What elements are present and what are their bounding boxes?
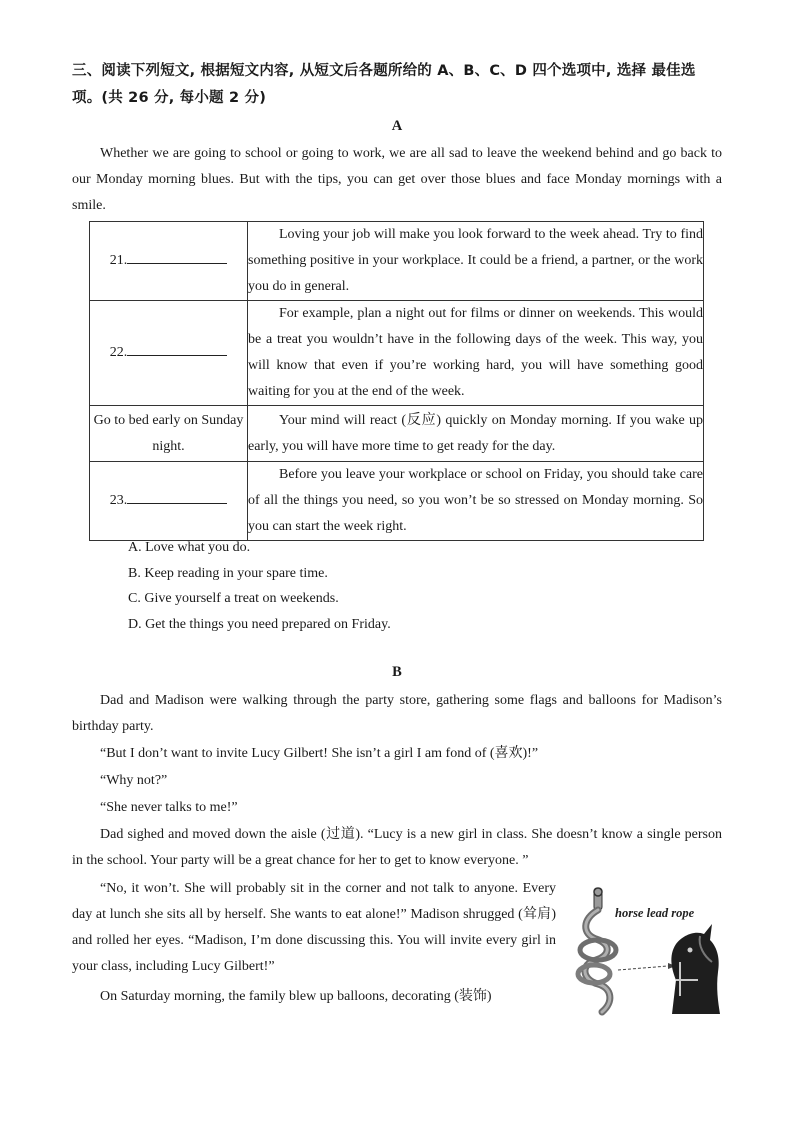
answer-blank[interactable] <box>127 341 227 356</box>
passage-b-para-4: “She never talks to me!” <box>100 800 238 815</box>
horse-lead-rope-illustration <box>572 884 722 1024</box>
passage-b-para-6: “No, it won’t. She will probably sit in the corner and not talk to anyone. Every day at lunch she sits all by herself. She wants to eat alone!” Madison shrugged (耸肩) and rolled her eyes. “Madison, I’m done discussing this. You will invite every girl in your class, including Lucy Gilbert!” <box>72 881 556 974</box>
table-row <box>90 462 704 541</box>
answer-blank[interactable] <box>127 489 227 504</box>
passage-b-title: B <box>392 664 402 680</box>
passage-b-para-2: “But I don’t want to invite Lucy Gilbert! She isn’t a girl I am fond of (喜欢)!” <box>100 746 539 761</box>
section-heading: 三、阅读下列短文, 根据短文内容, 从短文后各题所给的 A、B、C、D 四个选项中, 选择 最佳选项。(共 26 分, 每小题 2 分) <box>72 63 696 106</box>
passage-a-intro: Whether we are going to school or going to work, we are all sad to leave the weekend behind and go back to our Monday morning blues. But with the tips, you can get over those blues and face Monday mornings with a smile. <box>72 146 722 213</box>
row-22-text: For example, plan a night out for films or dinner on weekends. This would be a treat you wouldn’t have in the following days of the week. This way, you will know that even if you’re working hard, you will have something good waiting for you at the end of the week. <box>248 301 704 406</box>
option-a[interactable]: A. Love what you do. <box>128 540 251 555</box>
row-23-left <box>90 462 248 541</box>
passage-b-para-1: Dad and Madison were walking through the party store, gathering some flags and balloons for Madison’s birthday party. <box>72 693 722 734</box>
table-row <box>90 222 704 301</box>
table-row <box>90 301 704 406</box>
passage-b-para-5: Dad sighed and moved down the aisle (过道). “Lucy is a new girl in class. She doesn’t know a single person in the school. Your party will be a great chance for her to get to know everyone. ” <box>72 827 722 868</box>
table-row <box>90 406 704 462</box>
row-21-text: Loving your job will make you look forward to the week ahead. Try to find something positive in your workplace. It could be a friend, a partner, or the work you do in general. <box>248 222 704 301</box>
row-sunday-text: Your mind will react (反应) quickly on Monday morning. If you wake up early, you will have more time to get ready for the day. <box>248 406 704 462</box>
tips-table <box>89 221 704 541</box>
row-22-left <box>90 301 248 406</box>
passage-b-para-3: “Why not?” <box>100 773 168 788</box>
option-d[interactable]: D. Get the things you need prepared on Friday. <box>128 617 391 633</box>
row-23-text: Before you leave your workplace or school on Friday, you should take care of all the things you need, so you won’t be so stressed on Monday morning. So you can start the week right. <box>248 462 704 541</box>
question-number: 21. <box>109 253 128 268</box>
answer-options <box>128 535 391 638</box>
question-number: 22. <box>109 345 128 360</box>
option-c[interactable]: C. Give yourself a treat on weekends. <box>128 591 339 607</box>
row-21-left <box>90 222 248 301</box>
question-number: 23. <box>109 493 128 508</box>
row-sunday-left: Go to bed early on Sunday night. <box>90 406 248 462</box>
passage-b-para-7: On Saturday morning, the family blew up balloons, decorating (装饰) <box>100 989 492 1004</box>
option-b[interactable]: B. Keep reading in your spare time. <box>128 565 328 581</box>
passage-a-title: A <box>391 118 403 134</box>
answer-blank[interactable] <box>127 249 227 264</box>
figure-caption: horse lead rope <box>615 906 695 920</box>
